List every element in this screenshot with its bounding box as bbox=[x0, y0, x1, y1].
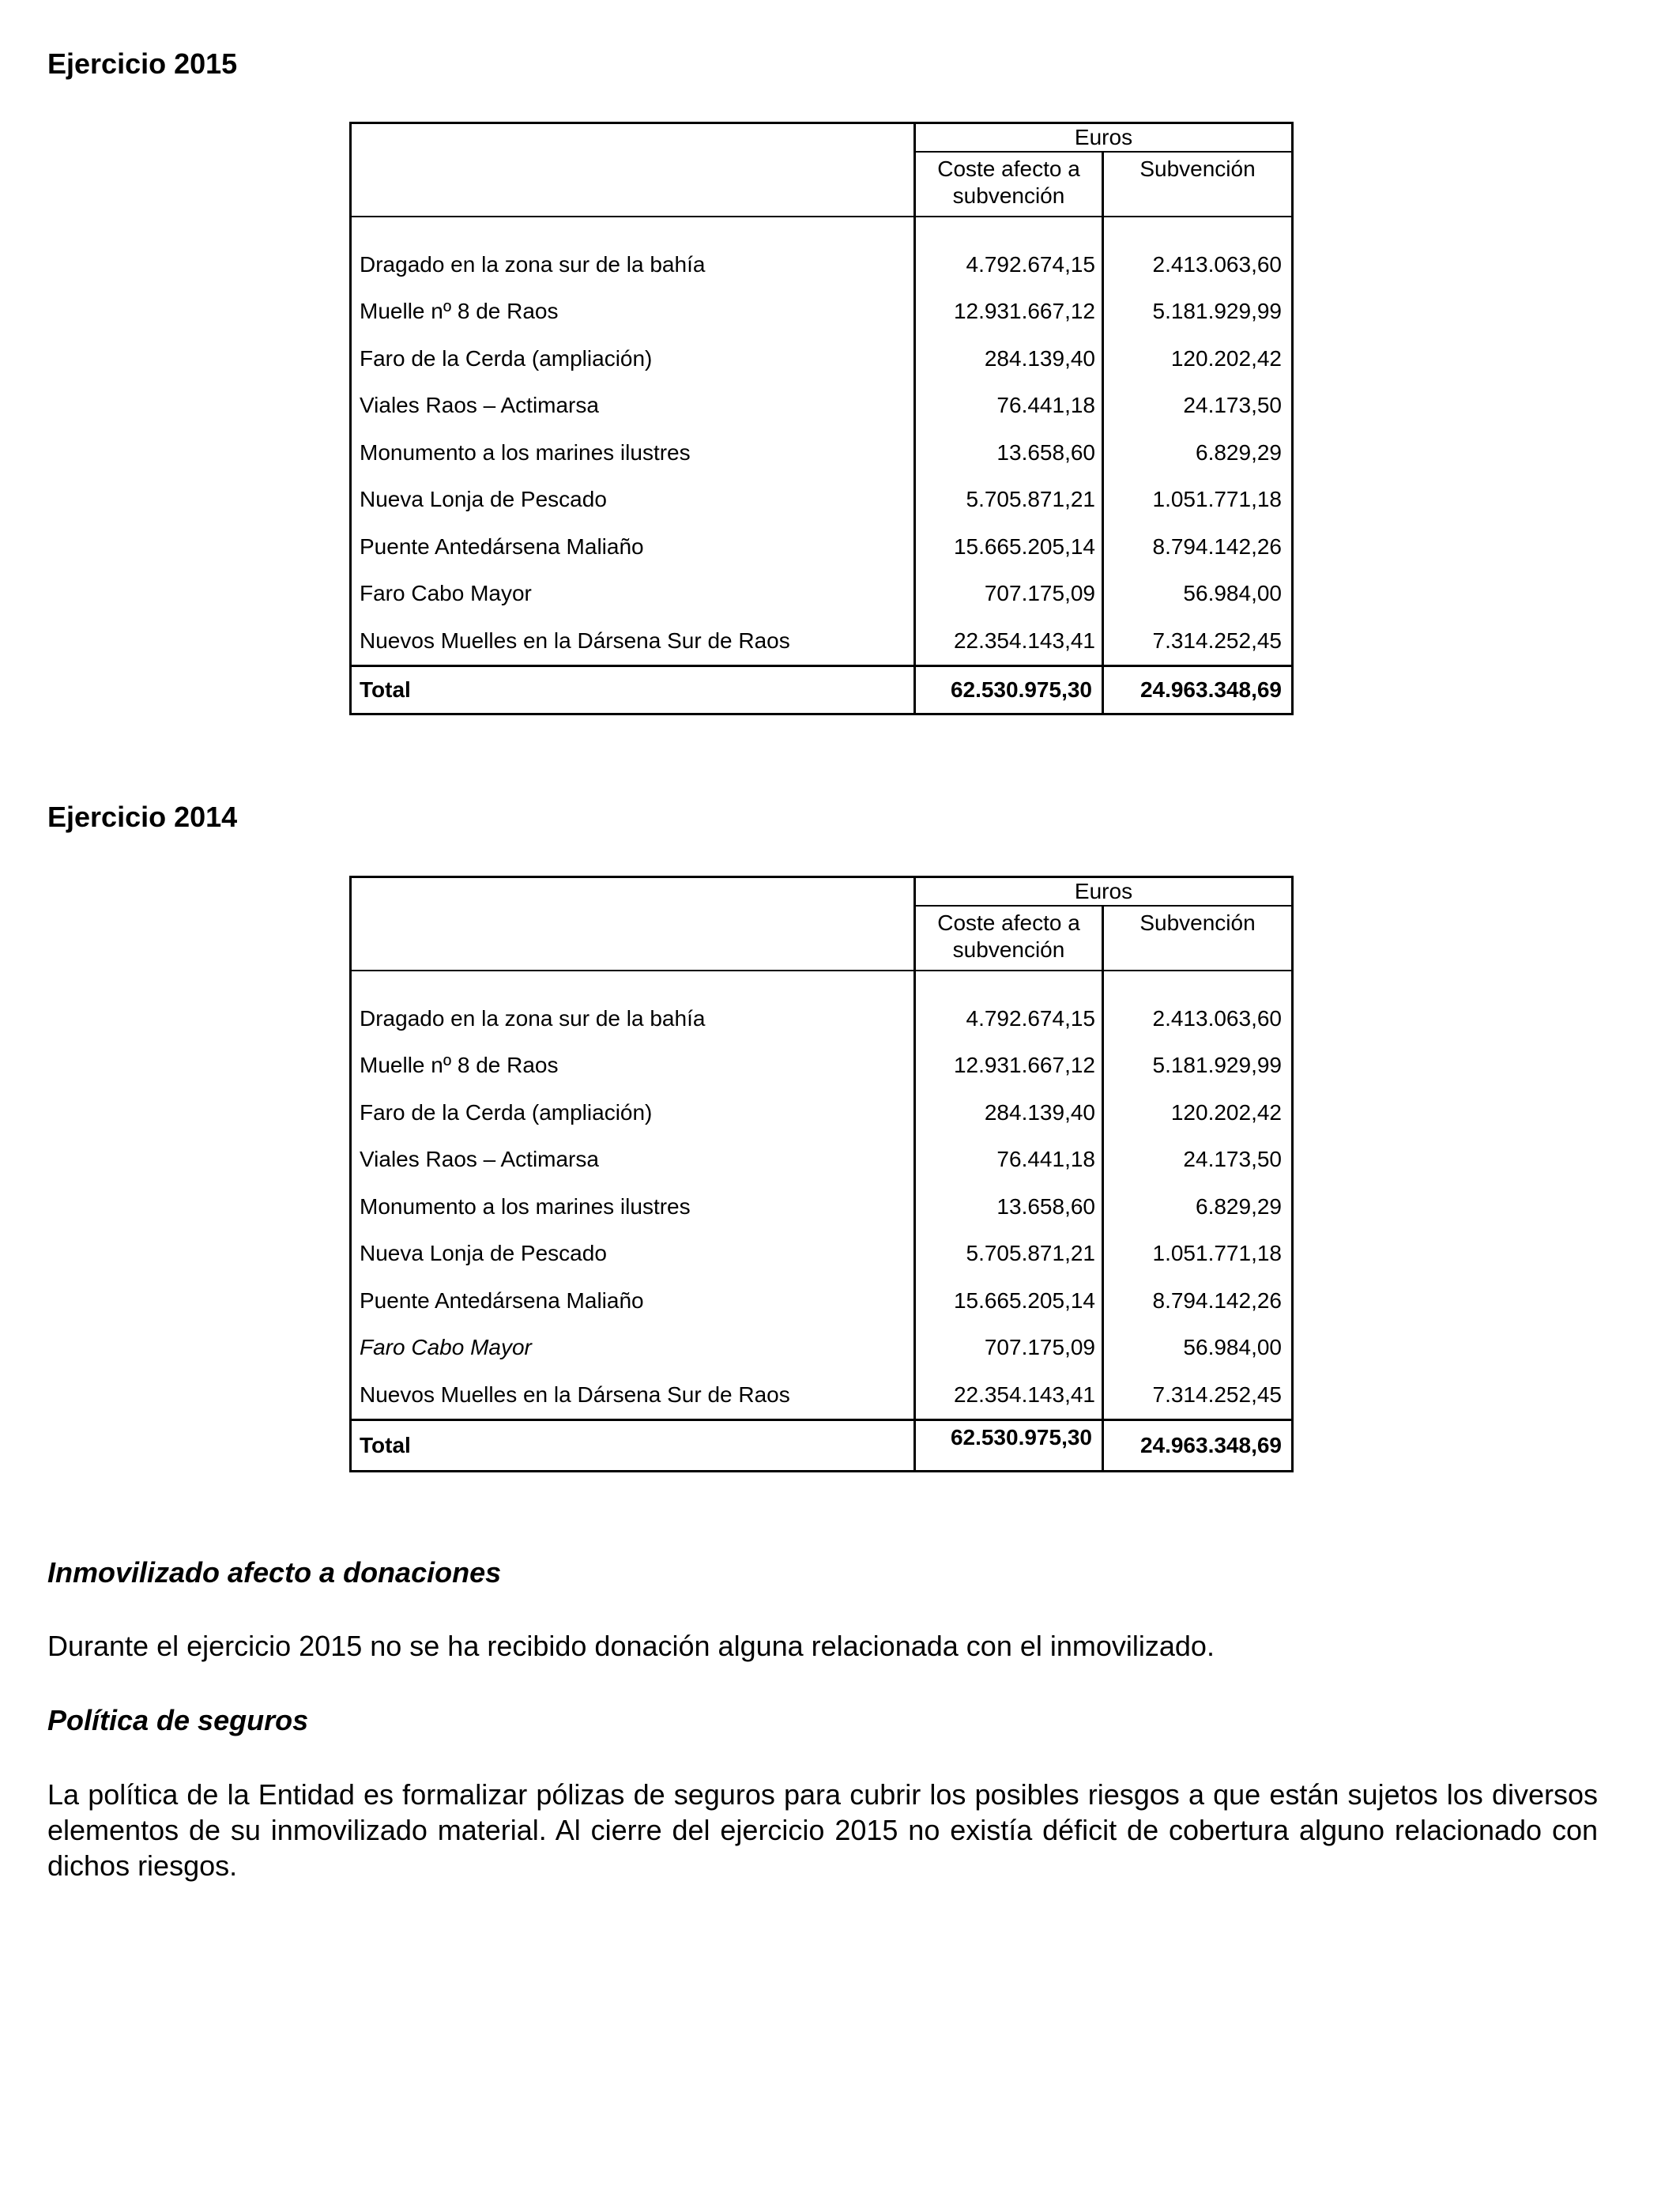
table-2015 bbox=[349, 122, 1294, 715]
row-label: Muelle nº 8 de Raos bbox=[351, 1042, 915, 1090]
row-coste: 12.931.667,12 bbox=[915, 1042, 1103, 1090]
table-row bbox=[351, 1325, 1293, 1372]
row-subvencion: 6.829,29 bbox=[1103, 1183, 1293, 1231]
row-coste: 5.705.871,21 bbox=[915, 1231, 1103, 1278]
row-subvencion: 56.984,00 bbox=[1103, 1325, 1293, 1372]
table-row bbox=[351, 1231, 1293, 1278]
row-subvencion: 120.202,42 bbox=[1103, 335, 1293, 383]
row-label: Nueva Lonja de Pescado bbox=[351, 1231, 915, 1278]
seguros-text: La política de la Entidad es formalizar pólizas de seguros para cubrir los posibles riesgos a que están sujetos los diversos elementos de su inmovilizado material. Al cierre del ejercicio 2015 no existía déficit de cobertura alguno relacionado con dichos riesgos. bbox=[47, 1778, 1598, 1882]
total-row bbox=[351, 665, 1293, 714]
row-label: Puente Antedársena Maliaño bbox=[351, 523, 915, 571]
header-subvencion: Subvención bbox=[1103, 906, 1293, 971]
row-coste: 22.354.143,41 bbox=[915, 617, 1103, 665]
row-label: Faro Cabo Mayor bbox=[351, 1325, 915, 1372]
table-row bbox=[351, 523, 1293, 571]
table-row bbox=[351, 1371, 1293, 1419]
header-coste-line2: subvención bbox=[952, 937, 1065, 962]
row-coste: 13.658,60 bbox=[915, 1183, 1103, 1231]
row-label: Dragado en la zona sur de la bahía bbox=[351, 995, 915, 1042]
row-subvencion: 1.051.771,18 bbox=[1103, 1231, 1293, 1278]
table-row bbox=[351, 241, 1293, 288]
row-label: Nueva Lonja de Pescado bbox=[351, 477, 915, 524]
row-coste: 284.139,40 bbox=[915, 335, 1103, 383]
table-row bbox=[351, 288, 1293, 336]
row-subvencion: 8.794.142,26 bbox=[1103, 523, 1293, 571]
header-coste-line2: subvención bbox=[952, 183, 1065, 208]
row-label: Viales Raos – Actimarsa bbox=[351, 1137, 915, 1184]
total-label: Total bbox=[351, 665, 915, 714]
row-label: Nuevos Muelles en la Dársena Sur de Raos bbox=[351, 1371, 915, 1419]
row-label: Faro de la Cerda (ampliación) bbox=[351, 1089, 915, 1137]
table-row bbox=[351, 995, 1293, 1042]
row-subvencion: 8.794.142,26 bbox=[1103, 1277, 1293, 1325]
total-subvencion: 24.963.348,69 bbox=[1103, 1419, 1293, 1471]
table-row bbox=[351, 571, 1293, 618]
row-subvencion: 24.173,50 bbox=[1103, 383, 1293, 430]
header-coste bbox=[915, 906, 1103, 971]
row-coste: 4.792.674,15 bbox=[915, 241, 1103, 288]
header-coste-line1: Coste afecto a bbox=[937, 156, 1080, 181]
table-2014 bbox=[349, 876, 1294, 1472]
section-title-2014: Ejercicio 2014 bbox=[47, 801, 238, 833]
row-label: Monumento a los marines ilustres bbox=[351, 429, 915, 477]
table-row bbox=[351, 1277, 1293, 1325]
total-coste: 62.530.975,30 bbox=[915, 665, 1103, 714]
row-label: Muelle nº 8 de Raos bbox=[351, 288, 915, 336]
row-coste: 12.931.667,12 bbox=[915, 288, 1103, 336]
row-label: Nuevos Muelles en la Dársena Sur de Raos bbox=[351, 617, 915, 665]
row-coste: 284.139,40 bbox=[915, 1089, 1103, 1137]
seguros-title: Política de seguros bbox=[47, 1704, 309, 1736]
row-label: Monumento a los marines ilustres bbox=[351, 1183, 915, 1231]
donaciones-text: Durante el ejercicio 2015 no se ha recibido donación alguna relacionada con el inmovilizado. bbox=[47, 1630, 1215, 1662]
total-subvencion: 24.963.348,69 bbox=[1103, 665, 1293, 714]
row-label: Dragado en la zona sur de la bahía bbox=[351, 241, 915, 288]
total-coste: 62.530.975,30 bbox=[915, 1419, 1103, 1471]
row-coste: 15.665.205,14 bbox=[915, 1277, 1103, 1325]
header-subvencion: Subvención bbox=[1103, 152, 1293, 217]
row-subvencion: 1.051.771,18 bbox=[1103, 477, 1293, 524]
row-label: Puente Antedársena Maliaño bbox=[351, 1277, 915, 1325]
table-row bbox=[351, 1042, 1293, 1090]
header-blank bbox=[351, 877, 915, 971]
row-coste: 76.441,18 bbox=[915, 383, 1103, 430]
row-coste: 707.175,09 bbox=[915, 571, 1103, 618]
header-coste-line1: Coste afecto a bbox=[937, 910, 1080, 935]
row-label: Faro Cabo Mayor bbox=[351, 571, 915, 618]
row-subvencion: 7.314.252,45 bbox=[1103, 617, 1293, 665]
row-coste: 4.792.674,15 bbox=[915, 995, 1103, 1042]
total-row bbox=[351, 1419, 1293, 1471]
row-subvencion: 56.984,00 bbox=[1103, 571, 1293, 618]
table-row bbox=[351, 1137, 1293, 1184]
row-coste: 5.705.871,21 bbox=[915, 477, 1103, 524]
row-subvencion: 5.181.929,99 bbox=[1103, 1042, 1293, 1090]
row-coste: 15.665.205,14 bbox=[915, 523, 1103, 571]
row-subvencion: 120.202,42 bbox=[1103, 1089, 1293, 1137]
table-row bbox=[351, 1089, 1293, 1137]
row-subvencion: 2.413.063,60 bbox=[1103, 241, 1293, 288]
section-title-2015: Ejercicio 2015 bbox=[47, 47, 238, 80]
row-subvencion: 2.413.063,60 bbox=[1103, 995, 1293, 1042]
row-label: Viales Raos – Actimarsa bbox=[351, 383, 915, 430]
row-subvencion: 7.314.252,45 bbox=[1103, 1371, 1293, 1419]
row-coste: 76.441,18 bbox=[915, 1137, 1103, 1184]
row-subvencion: 5.181.929,99 bbox=[1103, 288, 1293, 336]
row-coste: 13.658,60 bbox=[915, 429, 1103, 477]
total-label: Total bbox=[351, 1419, 915, 1471]
header-euros: Euros bbox=[915, 877, 1293, 907]
table-row bbox=[351, 1183, 1293, 1231]
table-row bbox=[351, 477, 1293, 524]
row-subvencion: 24.173,50 bbox=[1103, 1137, 1293, 1184]
row-coste: 707.175,09 bbox=[915, 1325, 1103, 1372]
row-coste: 22.354.143,41 bbox=[915, 1371, 1103, 1419]
header-euros: Euros bbox=[915, 123, 1293, 153]
header-coste bbox=[915, 152, 1103, 217]
donaciones-title: Inmovilizado afecto a donaciones bbox=[47, 1556, 502, 1589]
row-label: Faro de la Cerda (ampliación) bbox=[351, 335, 915, 383]
table-row bbox=[351, 383, 1293, 430]
row-subvencion: 6.829,29 bbox=[1103, 429, 1293, 477]
table-row bbox=[351, 617, 1293, 665]
table-row bbox=[351, 335, 1293, 383]
header-blank bbox=[351, 123, 915, 217]
table-row bbox=[351, 429, 1293, 477]
